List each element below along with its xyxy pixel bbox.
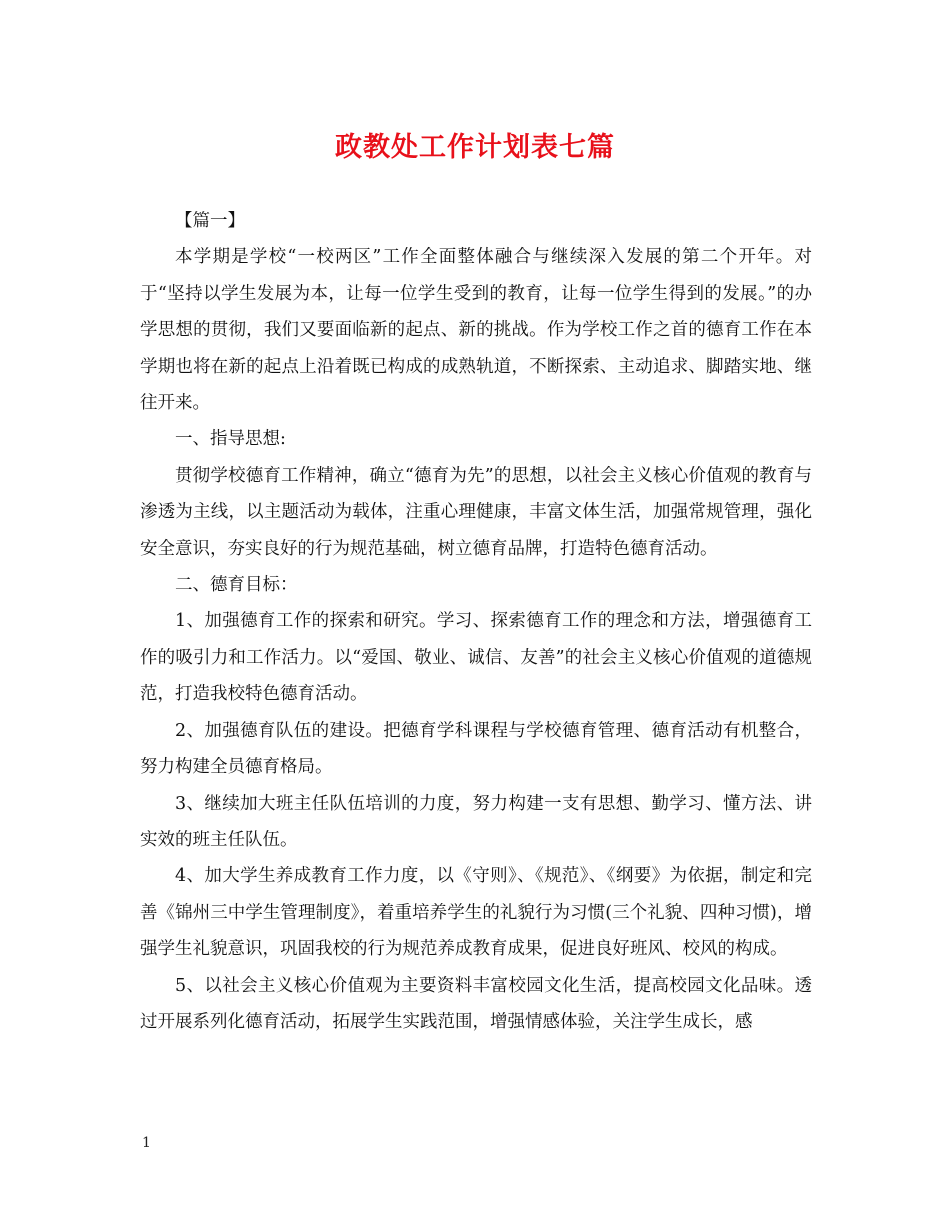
paragraph: 贯彻学校德育工作精神，确立“德育为先”的思想，以社会主义核心价值观的教育与渗透为主线，以主题活动为载体，注重心理健康，丰富文体生活，加强常规管理，强化安全意识，夯实良好的行为规范基础，树立德育品牌，打造特色德育活动。 — [140, 465, 812, 559]
document-body — [140, 203, 812, 1040]
paragraph: 5、以社会主义核心价值观为主要资料丰富校园文化生活，提高校园文化品味。透过开展系列化德育活动，拓展学生实践范围，增强情感体验，关注学生成长，感 — [140, 975, 812, 1032]
paragraph: 4、加大学生养成教育工作力度，以《守则》、《规范》、《纲要》为依据，制定和完善《锦州三中学生管理制度》，着重培养学生的礼貌行为习惯(三个礼貌、四种习惯)，增强学生礼貌意识，巩固我校的行为规范养成教育成果，促进良好班风、校风的构成。 — [140, 866, 812, 960]
paragraph: 2、加强德育队伍的建设。把德育学科课程与学校德育管理、德育活动有机整合，努力构建全员德育格局。 — [140, 720, 812, 778]
paragraph: 3、继续加大班主任队伍培训的力度，努力构建一支有思想、勤学习、懂方法、讲实效的班主任队伍。 — [140, 793, 812, 850]
section-heading: 一、指导思想: — [175, 429, 286, 450]
section-heading: 【篇一】 — [175, 211, 245, 231]
paragraph: 1、加强德育工作的探索和研究。学习、探索德育工作的理念和方法，增强德育工作的吸引力和工作活力。以“爱国、敬业、诚信、友善”的社会主义核心价值观的道德规范，打造我校特色德育活动。 — [140, 611, 812, 705]
section-heading: 二、德育目标： — [175, 575, 298, 596]
document-title: 政教处工作计划表七篇 — [335, 132, 615, 163]
page-number: 1 — [142, 1135, 151, 1151]
paragraph: 本学期是学校“一校两区”工作全面整体融合与继续深入发展的第二个开年。对于“坚持以学生发展为本，让每一位学生受到的教育，让每一位学生得到的发展。”的办学思想的贯彻，我们又要面临新的起点、新的挑战。作为学校工作之首的德育工作在本学期也将在新的起点上沿着既已构成的成熟轨道，不断探索、主动追求、脚踏实地、继往开来。 — [140, 247, 812, 414]
